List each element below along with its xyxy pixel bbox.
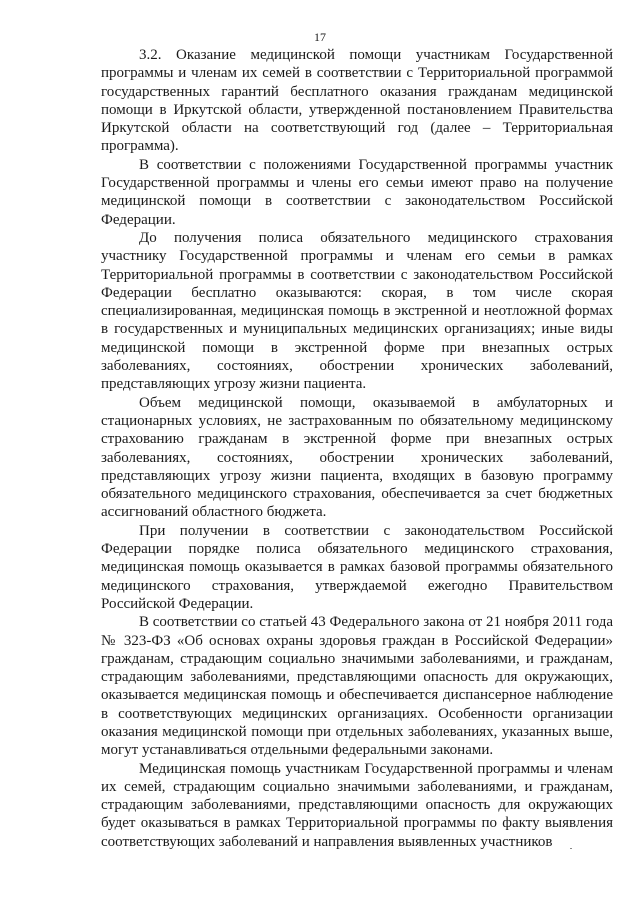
page-number: 17 — [314, 30, 326, 44]
paragraph-before-policy: До получения полиса обязательного медицинского страхования участнику Государственной программы и членам его семьи в рамках Территориальной программы в соответствии с законодательством Российской Федерации бесплатно оказываются: скорая, в том числе скорая специализированная, медицинская помощь в экстренной и неотложной формах в государственных и муниципальных медицинских организациях; иные виды медицинской помощи в экстренной форме при внезапных острых заболеваниях, состояниях, обострении хронических заболеваний, представляющих угрозу жизни пациента. — [101, 229, 613, 393]
scan-speck — [570, 848, 572, 849]
paragraph-socially-significant: Медицинская помощь участникам Государственной программы и членам их семей, страдающим социально значимыми заболеваниями, и гражданам, страдающим заболеваниями, представляющими опасность для окружающих будет оказываться в рамках Территориальной программы по факту выявления соответствующих заболеваний и направления выявленных участников — [101, 760, 613, 850]
paragraph-federal-law-43: В соответствии со статьей 43 Федерального закона от 21 ноября 2011 года № 323-ФЗ «Об основах охраны здоровья граждан в Российской Федерации» гражданам, страдающим социально значимыми заболеваниями, и гражданам, страдающим заболеваниями, представляющими опасность для окружающих, оказывается медицинская помощь и обеспечивается диспансерное наблюдение в соответствующих медицинских организациях. Особенности организации оказания медицинской помощи при отдельных заболеваниях, указанных выше, могут устанавливаться отдельными федеральными законами. — [101, 614, 613, 759]
paragraph-uninsured-volume: Объем медицинской помощи, оказываемой в амбулаторных и стационарных условиях, не застрахованным по обязательному медицинскому страхованию гражданам в экстренной форме при внезапных острых заболеваниях, состояниях, обострении хронических заболеваний, представляющих угрозу жизни пациента, входящих в базовую программу обязательного медицинского страхования, обеспечивается за счет бюджетных ассигнований областного бюджета. — [101, 394, 613, 521]
paragraph-after-policy: При получении в соответствии с законодательством Российской Федерации порядке полиса обязательного медицинского страхования, медицинская помощь оказывается в рамках базовой программы обязательного медицинского страхования, утверждаемой ежегодно Правительством Российской Федерации. — [101, 522, 613, 612]
paragraph-right-to-care: В соответствии с положениями Государственной программы участник Государственной программы и члены его семьи имеют право на получение медицинской помощи в соответствии с законодательством Российской Федерации. — [101, 156, 613, 228]
document-body — [101, 46, 613, 851]
paragraph-section-3-2: 3.2. Оказание медицинской помощи участникам Государственной программы и членам их семей в соответствии с Территориальной программой государственных гарантий бесплатного оказания гражданам медицинской помощи в Иркутской области, утвержденной постановлением Правительства Иркутской области на соответствующий год (далее – Территориальная программа). — [101, 47, 613, 155]
